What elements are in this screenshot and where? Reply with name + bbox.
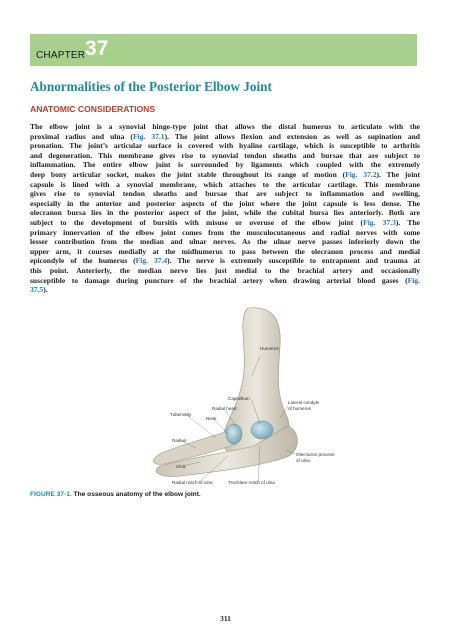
body-line xyxy=(30,132,420,142)
body-text-segment: subject to the development of bursitis with misuse or overuse of the elbow joint ( xyxy=(30,217,364,227)
label-capitellum: Capitellum xyxy=(228,396,250,401)
body-line xyxy=(30,141,420,151)
label-lateral-condyle-2: of humerus xyxy=(288,406,311,411)
label-radial-head: Radial head xyxy=(212,406,237,411)
chapter-title: Abnormalities of the Posterior Elbow Joint xyxy=(30,79,272,94)
body-line xyxy=(30,189,420,199)
chapter-number: 37 xyxy=(85,37,109,60)
body-text-segment: susceptible to damage during puncture of the brachial artery when drawing arterial blood gases ( xyxy=(30,275,408,285)
label-ulna: Ulna xyxy=(176,464,186,469)
body-paragraph xyxy=(30,122,420,295)
body-text-segment: primary innervation of the elbow joint comes from the musculocutaneous and radial nerves with some xyxy=(30,227,420,237)
caption-text: The osseous anatomy of the elbow joint. xyxy=(71,491,201,498)
figure-caption xyxy=(30,491,201,498)
body-text-segment: olecranon bursa lies in the posterior aspect of the joint, while the cubital bursa lies anteriorly. Both are xyxy=(30,208,420,218)
label-lateral-condyle: Lateral condyle xyxy=(288,400,320,405)
label-neck: Neck xyxy=(206,416,217,421)
body-text-segment: inflammation. The entire elbow joint is surrounded by ligaments which coupled with the extremely xyxy=(30,160,420,170)
body-text-segment: The elbow joint is a synovial hinge-type joint that allows the distal humerus to articulate with the xyxy=(30,122,420,131)
chapter-word: CHAPTER xyxy=(36,50,86,61)
body-line xyxy=(30,170,420,180)
elbow-anatomy-figure xyxy=(120,306,360,486)
body-line xyxy=(30,199,420,209)
body-line xyxy=(30,228,420,238)
body-text-segment: upper arm, it courses medially at the midhumerus to pass between the olecranon process and medial xyxy=(30,246,420,256)
label-radius: Radius xyxy=(172,438,187,443)
figure-reference-link[interactable]: 37.5 xyxy=(30,285,44,295)
section-heading: ANATOMIC CONSIDERATIONS xyxy=(30,104,156,114)
body-text-segment: lesser contribution from the median and ulnar nerves. As the ulnar nerve passes inferiorly down the xyxy=(30,237,420,247)
body-line xyxy=(30,218,420,228)
body-text-segment: especially in the anterior and posterior aspects of the joint where the joint capsule is less dense. The xyxy=(30,198,420,208)
body-line xyxy=(30,122,420,132)
body-text-segment: capsule is lined with a synovial membrane, which attaches to the articular cartilage. This membrane xyxy=(30,179,420,189)
body-line xyxy=(30,247,420,257)
body-text-segment: gives rise to synovial tendon sheaths and bursae that are subject to inflammation and swelling, xyxy=(30,189,420,199)
body-line xyxy=(30,276,420,286)
figure-reference-link[interactable]: Fig. xyxy=(407,275,420,285)
label-humerus: Humerus xyxy=(260,346,279,351)
body-line xyxy=(30,160,420,170)
body-line xyxy=(30,208,420,218)
body-line xyxy=(30,151,420,161)
body-line xyxy=(30,237,420,247)
label-radial-notch: Radial notch of ulna xyxy=(172,480,213,485)
body-line xyxy=(30,285,420,295)
body-text-segment: this point. Anteriorly, the median nerve lies just medial to the brachial artery and occasionally xyxy=(30,265,420,275)
label-trochlear-notch: Trochlear notch of ulna xyxy=(228,480,275,485)
body-text-segment: proximal radius and ulna ( xyxy=(30,131,133,141)
body-text-segment: and degeneration. This membrane gives rise to synovial tendon sheaths and bursae that are subject to xyxy=(30,150,420,160)
body-text-segment: epicondyle of the humerus ( xyxy=(30,256,136,266)
page-number: 311 xyxy=(220,614,231,623)
body-line xyxy=(30,266,420,276)
label-olecranon-2: of ulna xyxy=(296,458,310,463)
body-line xyxy=(30,256,420,266)
body-text-segment: ). The joint xyxy=(376,169,420,179)
label-olecranon: Olecranon process xyxy=(296,452,335,457)
figure-reference-link[interactable]: Fig. 37.2 xyxy=(345,169,377,179)
figure-reference-link[interactable]: Fig. 37.4 xyxy=(135,256,168,266)
label-tuberosity: Tuberosity xyxy=(170,412,192,417)
body-text-segment: ). The nerve is extremely susceptible to entrapment and trauma at xyxy=(167,256,420,266)
body-text-segment: ). The joint allows flexion and extension as well as supination and xyxy=(164,131,420,141)
body-text-segment: pronation. The joint’s articular surface is covered with hyaline cartilage, which is susceptible to arthritis xyxy=(30,141,420,151)
figure-reference-link[interactable]: Fig. 37.1 xyxy=(132,131,165,141)
body-text-segment: deep bony articular socket, makes the joint stable throughout its range of motion ( xyxy=(30,169,346,179)
body-text-segment: ). The xyxy=(395,217,420,227)
body-line xyxy=(30,180,420,190)
body-text-segment: ). xyxy=(43,285,48,295)
figure-reference-link[interactable]: Fig. 37.3 xyxy=(363,217,396,227)
chapter-banner xyxy=(30,34,417,66)
caption-label: FIGURE 37-1. xyxy=(30,491,72,498)
